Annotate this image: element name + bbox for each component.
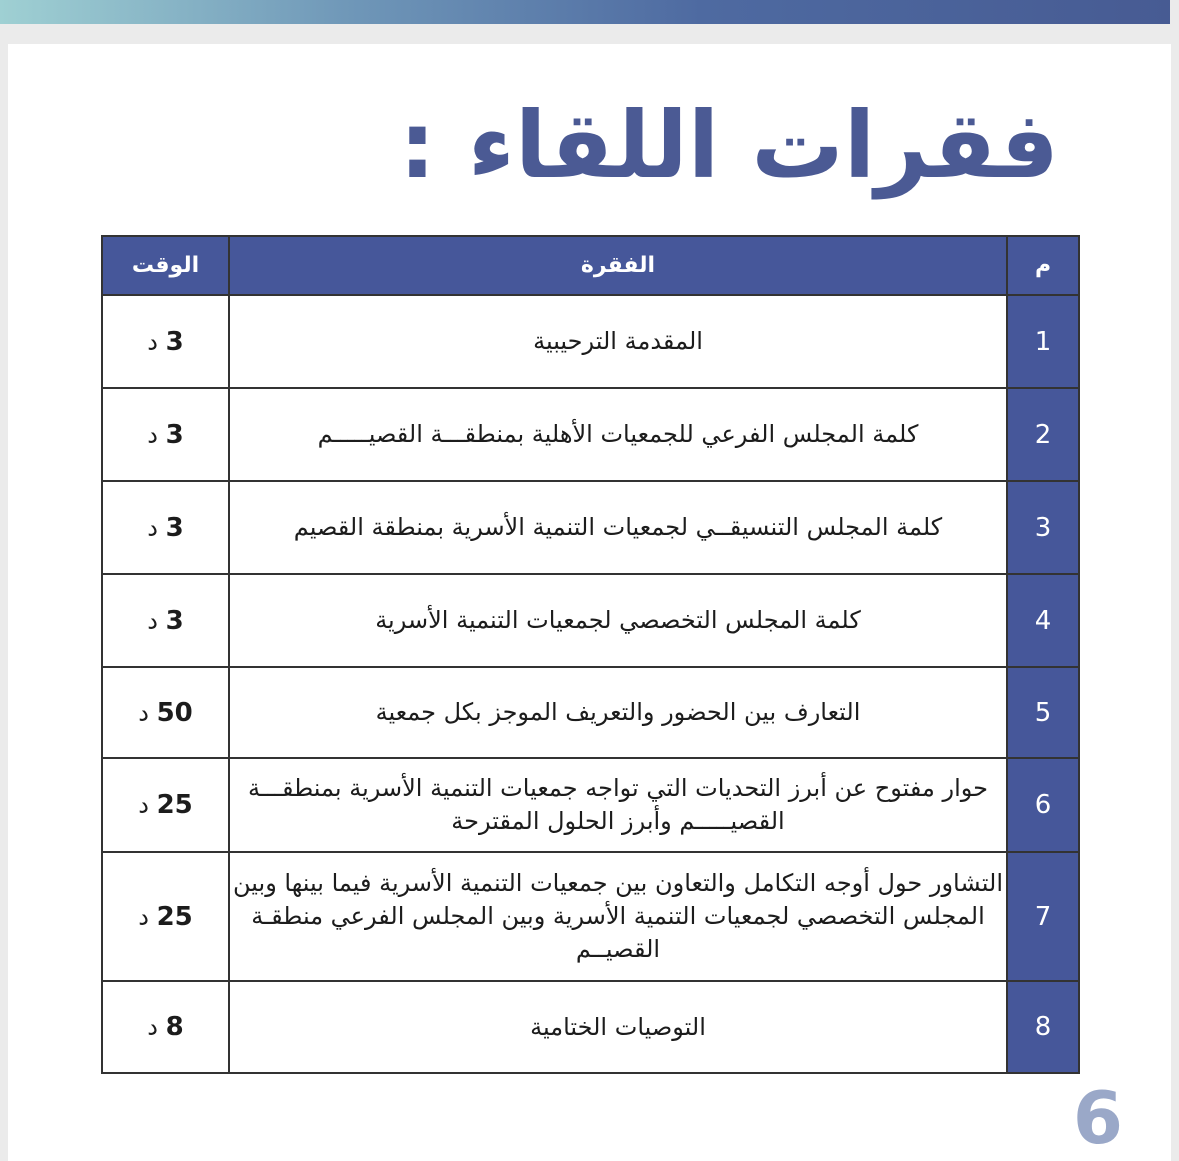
table-row [102,852,1079,981]
top-gradient-bar [0,0,1170,24]
row-time [102,852,229,981]
time-value: 3 [165,605,184,636]
time-value: 3 [165,419,184,450]
table-row [102,574,1079,667]
row-number: 8 [1007,981,1079,1073]
row-time [102,295,229,388]
row-item: كلمة المجلس الفرعي للجمعيات الأهلية بمنطقـــة القصيـــــم [229,388,1007,481]
table-row [102,295,1079,388]
time-value: 25 [156,790,193,820]
row-number: 2 [1007,388,1079,481]
time-unit: د [147,420,158,449]
column-header-time: الوقت [102,236,229,295]
time-value: 50 [156,697,193,728]
time-unit: د [147,1013,158,1041]
column-header-number: م [1007,236,1079,295]
table-row [102,667,1079,758]
row-item: حوار مفتوح عن أبرز التحديات التي تواجه جمعيات التنمية الأسرية بمنطقـــة القصيـــــم وأبرز الحلول المقترحة [229,758,1007,852]
table-row [102,388,1079,481]
row-time [102,981,229,1073]
row-item: المقدمة الترحيبية [229,295,1007,388]
page-title: فقرات اللقاء : [399,92,1059,199]
page-number: 6 [1072,1076,1123,1160]
row-item: التعارف بين الحضور والتعريف الموجز بكل جمعية [229,667,1007,758]
row-item: التشاور حول أوجه التكامل والتعاون بين جمعيات التنمية الأسرية فيما بينها وبين المجلس التخصصي لجمعيات التنمية الأسرية وبين المجلس الفرعي منطقـة القصيــم [229,852,1007,981]
row-time [102,574,229,667]
agenda-table [101,235,1080,1074]
table-row [102,981,1079,1073]
row-time [102,481,229,574]
row-number: 5 [1007,667,1079,758]
time-value: 8 [165,1012,184,1042]
column-header-item: الفقرة [229,236,1007,295]
row-number: 1 [1007,295,1079,388]
time-unit: د [147,606,158,635]
row-item: كلمة المجلس التخصصي لجمعيات التنمية الأسرية [229,574,1007,667]
row-item: التوصيات الختامية [229,981,1007,1073]
row-number: 4 [1007,574,1079,667]
row-time [102,388,229,481]
time-value: 3 [165,326,184,357]
row-item: كلمة المجلس التنسيقــي لجمعيات التنمية الأسرية بمنطقة القصيم [229,481,1007,574]
time-unit: د [147,513,158,542]
time-value: 25 [156,901,193,932]
table-row [102,758,1079,852]
time-unit: د [138,698,149,727]
row-number: 3 [1007,481,1079,574]
table-header-row [102,236,1079,295]
time-unit: د [147,327,158,356]
row-time [102,667,229,758]
table-row [102,481,1079,574]
time-unit: د [138,791,149,819]
time-unit: د [138,902,149,931]
row-time [102,758,229,852]
row-number: 7 [1007,852,1079,981]
time-value: 3 [165,512,184,543]
row-number: 6 [1007,758,1079,852]
